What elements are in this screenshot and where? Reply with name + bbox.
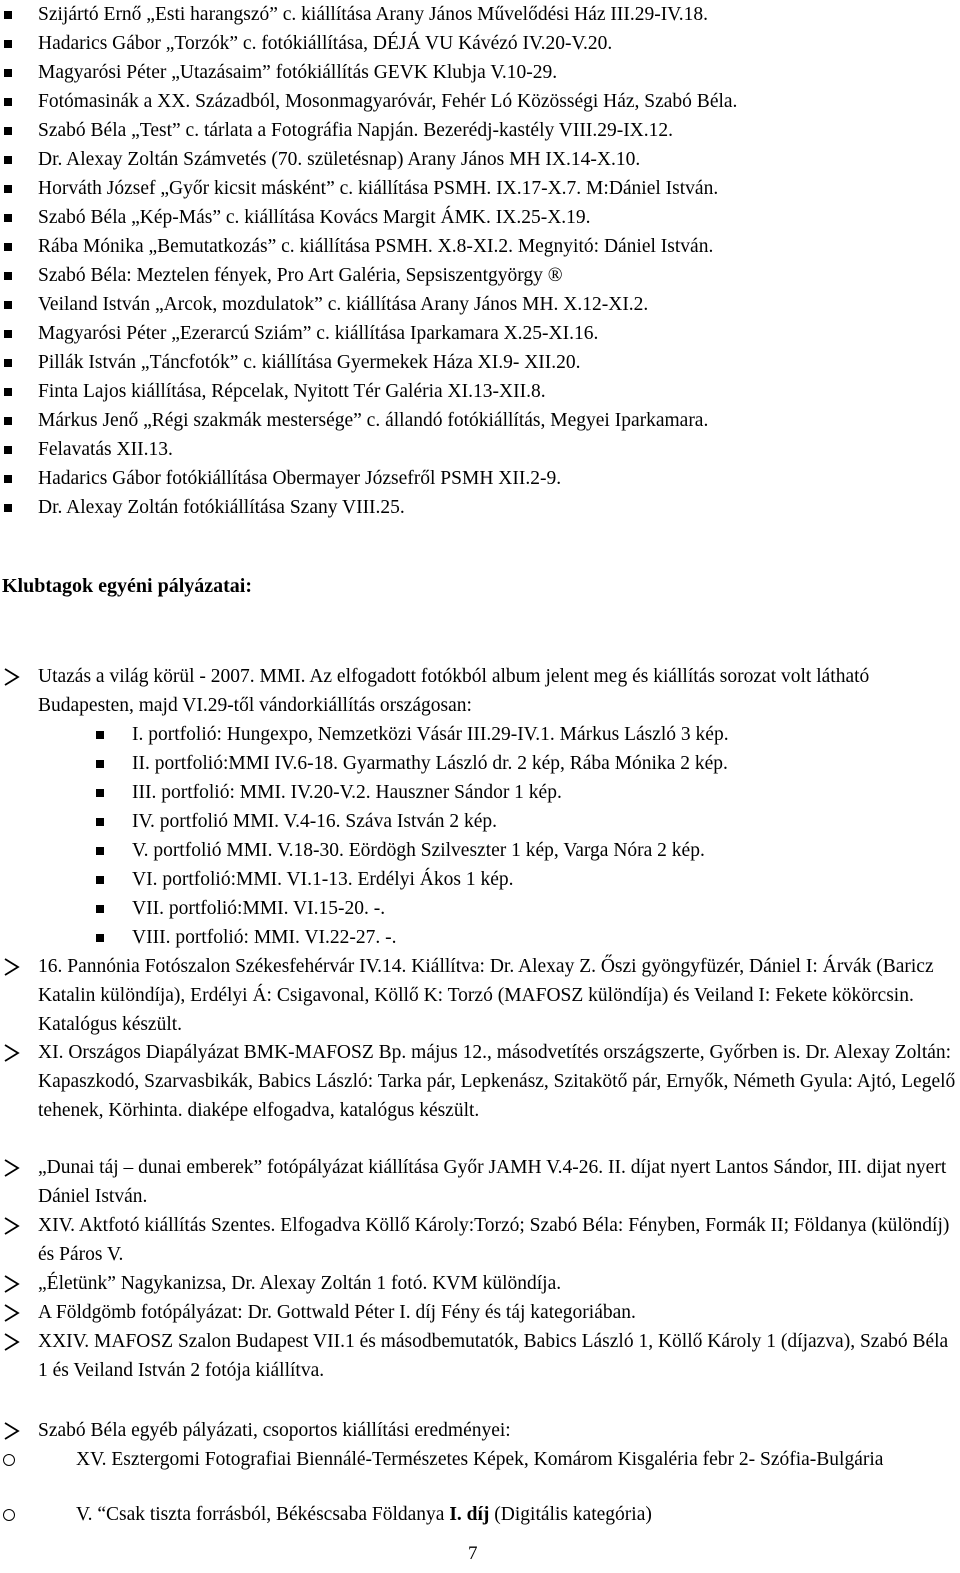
square-bullet-icon: [4, 98, 12, 106]
square-bullet-icon: [4, 504, 12, 512]
square-bullet-icon: [4, 11, 12, 19]
square-bullet-icon: [4, 417, 12, 425]
result-text: V. “Csak tiszta forrásból, Békéscsaba Földanya I. díj (Digitális kategória): [76, 1504, 652, 1525]
square-bullet-icon: [96, 847, 104, 855]
square-bullet-icon: [96, 934, 104, 942]
square-bullet-icon: [96, 789, 104, 797]
arrow-bullet-icon: [0, 1327, 22, 1356]
square-bullet-icon: [4, 214, 12, 222]
square-bullet-icon: [4, 40, 12, 48]
square-bullet-icon: [96, 818, 104, 826]
arrow-bullet-icon: [0, 1298, 22, 1327]
square-bullet-icon: [4, 243, 12, 251]
arrow-bullet-icon: [0, 952, 22, 981]
arrow-bullet-icon: [0, 1416, 22, 1445]
square-bullet-icon: [96, 876, 104, 884]
square-bullet-icon: [4, 272, 12, 280]
square-bullet-icon: [4, 475, 12, 483]
arrow-bullet-icon: [0, 1269, 22, 1298]
square-bullet-icon: [4, 127, 12, 135]
square-bullet-icon: [4, 330, 12, 338]
circle-bullet-icon: [3, 1454, 15, 1466]
square-bullet-icon: [96, 905, 104, 913]
square-bullet-icon: [96, 760, 104, 768]
square-bullet-icon: [4, 156, 12, 164]
circle-bullet-icon: [3, 1509, 15, 1521]
section-heading: Klubtagok egyéni pályázatai:: [2, 575, 253, 597]
document-page: Szijártó Ernő „Esti harangszó” c. kiállítása Arany János Művelődési Ház III.29-IV.18. Hadarics Gábor „Torzók” c. fotókiállítása, DÉJÁ VU Kávézó IV.20-V.20. Magyarósi Péter „Utazásaim” fotókiállítás GEVK Klubja V.10-29. Fotómasinák a XX. Századból, Mosonmagyaróvár, Fehér Ló Közösségi Ház, Szabó Béla. Szabó Béla „Test” c. tárlata a Fotográfia Napján. Bezerédj-kastély VIII.29-IX.12. Dr. Alexay Zoltán Számvetés (70. születésnap) Arany János MH IX.14-X.10. Horváth József „Győr kicsit másként” c. kiállítása PSMH. IX.17-X.7. M:Dániel István. Szabó Béla „Kép-Más” c. kiállítása Kovács Margit ÁMK. IX.25-X.19. Rába Mónika „Bemutatkozás” c. kiállítása PSMH. X.8-XI.2. Megnyitó: Dániel István. Szabó Béla: Meztelen fények, Pro Art Galéria, Sepsiszentgyörgy ® Veiland István „Arcok, mozdulatok” c. kiállítása Arany János MH. X.12-XI.2. Magyarósi Péter „Ezerarcú Sziám” c. kiállítása Iparkamara X.25-XI.16. Pillák István „Táncfotók” c. kiállítása Gyermekek Háza XI.9- XII.20. Finta Lajos kiállítása, Répcelak, Nyitott Tér Galéria XI.13-XII.8. Márkus Jenő „Régi szakmák mestersége” c. állandó fotókiállítás, Megyei Iparkamara. Felavatás XII.13. Hadarics Gábor fotókiállítása Obermayer Józsefről PSMH XII.2-9. Dr. Alexay Zoltán fotókiállítása Szany VIII.25. Klubtagok egyéni pályázatai: Utazás a világ körül - 2007. MMI. Az elfogadott fotókból album jelent meg és kiállítás sorozat volt látható Budapesten, majd VI.29-től vándorkiállítás országosan: I. portfolió: Hungexpo, Nemzetközi Vásár III.29-IV.1. Márkus László 3 kép. II. portfolió:MMI IV.6-18. Gyarmathy László dr. 2 kép, Rába Mónika 2 kép. III. portfolió: MMI. IV.20-V.2. Hauszner Sándor 1 kép. IV. portfolió MMI. V.4-16. Száva István 2 kép. V. portfolió MMI. V.18-30. Eördögh Szilveszter 1 kép, Varga Nóra 2 kép. VI. portfolió:MMI. VI.1-13. Erdélyi Ákos 1 kép. VII. portfolió:MMI. VI.15-20. -. VIII. portfolió: MMI. VI.22-27. -. 16. Pannónia Fotószalon Székesfehérvár IV.14. Kiállítva: Dr. Alexay Z. Őszi gyöngyfüzér, Dániel I: Árvák (Baricz Katalin különdíja), Erdélyi Á: Csigavonal, Köllő K: Torzó (MAFOSZ különdíja) és Veiland I: Fekete kökörcsin. Katalógus készült. XI. Országos Diapályázat BMK-MAFOSZ Bp. május 12., másodvetítés országszerte, Győrben is. Dr. Alexay Zoltán: Kapaszkodó, Szarvasbikák, Babics László: Tarka pár, Lepkenász, Szitakötő pár, Ernyők, Németh Gyula: Ajtó, Legelő tehenek, Körhinta. diaképe elfogadva, katalógus készült. „Dunai táj – dunai emberek” fotópályázat kiállítása Győr JAMH V.4-26. II. díjat nyert Lantos Sándor, III. dijat nyert Dániel István. XIV. Aktfotó kiállítás Szentes. Elfogadva Köllő Károly:Torzó; Szabó Béla: Fényben, Formák II; Földanya (különdíj) és Páros V. „Életünk” Nagykanizsa, Dr. Alexay Zoltán 1 fotó. KVM különdíja. A Földgömb fotópályázat: Dr. Gottwald Péter I. díj Fény és táj kategoriában. XXIV. MAFOSZ Szalon Budapest VII.1 és másodbemutatók, Babics László 1, Köllő Károly 1 (díjazva), Szabó Béla 1 és Veiland István 2 fotója kiállítva. Szabó Béla egyéb pályázati, csoportos kiállítási eredményei: XV. Esztergomi Fotografiai Biennálé-Természetes Képek, Komárom Kisgaléria febr 2- Szófia-Bulgária V. “Csak tiszta forrásból, Békéscsaba Földanya I. díj (Digitális kategória) 7: [2, 4, 956, 1564]
square-bullet-icon: [4, 69, 12, 77]
square-bullet-icon: [96, 731, 104, 739]
square-bullet-icon: [4, 388, 12, 396]
square-bullet-icon: [4, 301, 12, 309]
arrow-bullet-icon: [0, 1153, 22, 1182]
arrow-bullet-icon: [0, 1211, 22, 1240]
square-bullet-icon: [4, 359, 12, 367]
square-bullet-icon: [4, 446, 12, 454]
page-number: 7: [468, 1543, 478, 1564]
arrow-bullet-icon: [0, 1038, 22, 1067]
square-bullet-icon: [4, 185, 12, 193]
arrow-bullet-icon: [0, 662, 22, 691]
